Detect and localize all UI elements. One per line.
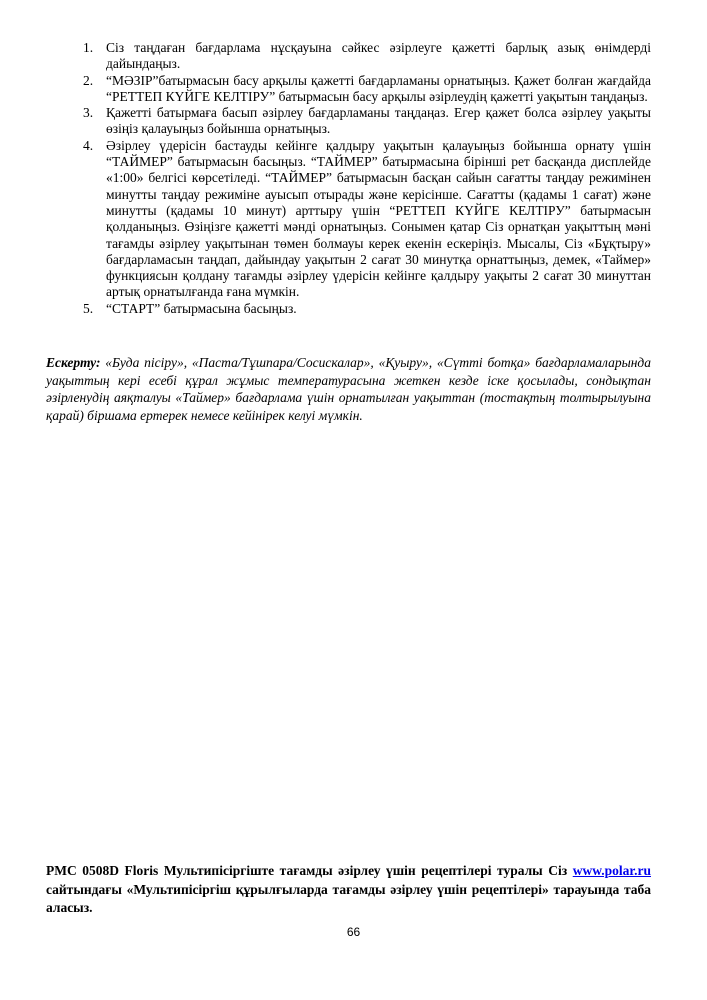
recipes-text-before: PMC 0508D Floris Мультипісіргіште тағамды әзірлеу үшін рецептілері туралы Сіз <box>46 863 573 878</box>
step-text: Қажетті батырмаға басып әзірлеу бағдарламаны таңдаңаз. Егер қажет болса әзірлеу уақыты өзіңіз қалауыңыз бойынша орнатыңыз. <box>106 105 651 137</box>
step-item <box>83 138 651 301</box>
step-item <box>83 40 651 73</box>
step-item <box>83 301 651 317</box>
note-label: Ескерту: <box>46 355 101 370</box>
step-text: “СТАРТ” батырмасына басыңыз. <box>106 300 297 316</box>
note-paragraph <box>46 354 651 424</box>
step-number: 4. <box>83 137 94 153</box>
step-text: “МӘЗІР”батырмасын басу арқылы қажетті бағдарламаны орнатыңыз. Қажет болған жағдайда “РЕТТЕП КҮЙГЕ КЕЛТІРУ” батырмасын басу арқылы әзірлеудің қажетті уақытын таңдаңыз. <box>106 72 651 104</box>
step-number: 2. <box>83 72 94 88</box>
step-item <box>83 105 651 138</box>
step-number: 3. <box>83 105 94 121</box>
step-number: 5. <box>83 300 94 316</box>
instruction-steps <box>83 40 651 317</box>
website-link[interactable]: www.polar.ru <box>572 863 651 878</box>
step-number: 1. <box>83 40 94 55</box>
note-text: «Буда пісіру», «Паста/Тұшпара/Сосискалар», «Қуыру», «Сүтті ботқа» бағдарламаларында уақыттың кері есебі құрал жұмыс температурасына жеткен кезде іске қосылады, сондықтан әзірленудің аяқталуы «Таймер» бағдарлама үшін орнатылған уақыттан (тостақтың толтырылуына қарай) біршама ертерек немесе кейінірек келуі мүмкін. <box>46 355 651 423</box>
step-text: Әзірлеу үдерісін бастауды кейінге қалдыру уақытын қалауыңыз бойынша орнату үшін “ТАЙМЕР” батырмасын басыңыз. “ТАЙМЕР” батырмасына бірінші рет басқанда дисплейде «1:00» белгісі көрсетіледі. “ТАЙМЕР” батырмасын басқан сайын сағатты таңдау режимінен минутты таңдау режиміне ауысып отырады және керісінше. Сағатты (қадамы 1 сағат) және минутты (қадамы 10 минут) арттыру үшін “РЕТТЕП КҮЙГЕ КЕЛТІРУ” батырмасын қолданыңыз. Өзіңізге қажетті мәнді орнатыңыз. Сонымен қатар Сіз орнатқан уақыттың мәні тағамды әзірлеу уақытынан төмен болмауы керек екенін ескеріңіз. Мысалы, Сіз «Бұқтыру» бағдарламасын таңдап, дайындау уақытын 2 сағат 30 минутқа орнаттыңыз, демек, «Таймер» функциясын қолдану тағамды әзірлеу үдерісін кейінге қалдыру уақыты 2 сағат 30 минуттан артық орнатылғанда ғана мүмкін. <box>106 137 651 300</box>
step-text: Сіз таңдаған бағдарлама нұсқауына сәйкес әзірлеуге қажетті барлық азық өнімдерді дайындаңыз. <box>106 40 651 72</box>
page-number: 66 <box>346 925 361 939</box>
step-item <box>83 73 651 106</box>
recipes-text-after: сайтындағы «Мультипісіргіш құрылғыларда тағамды әзірлеу үшін рецептілері» тарауында таба аласыз. <box>46 881 651 915</box>
recipes-reference <box>46 862 651 918</box>
